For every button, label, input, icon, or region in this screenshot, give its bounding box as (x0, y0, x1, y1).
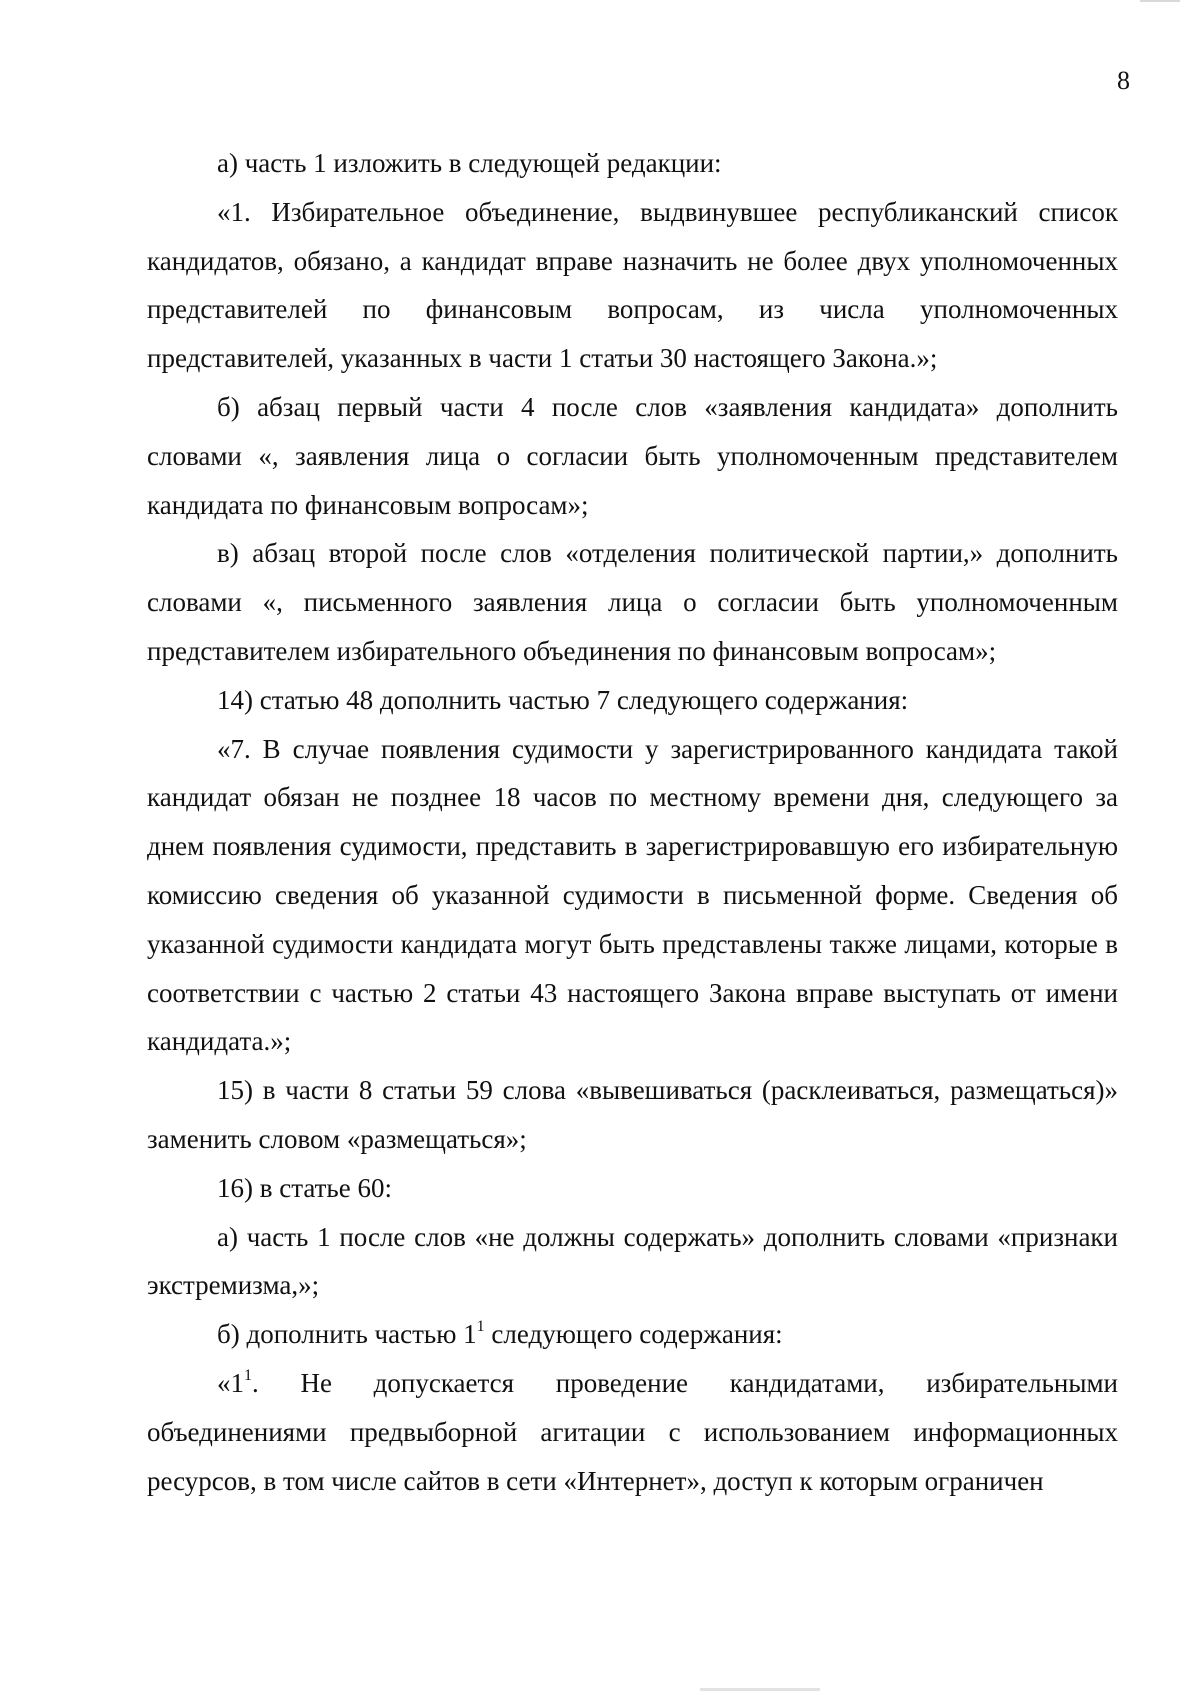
paragraph-6: «7. В случае появления судимости у зарегистрированного кандидата такой кандидат обязан не позднее 18 часов по местному времени дня, следующего за днем появления судимости, представить в зарегистрировавшую его избирательную комиссию сведения об указанной судимости в письменной форме. Сведения об указанной судимости кандидата могут быть представлены также лицами, которые в соответствии с частью 2 статьи 43 настоящего Закона вправе выступать от имени кандидата.»; (147, 733, 1118, 1057)
document-body (147, 139, 1118, 1505)
paragraph-10-text-before: б) дополнить частью 1 (217, 1319, 477, 1350)
paragraph-10-text-after: следующего содержания: (484, 1319, 783, 1350)
paragraph-1: а) часть 1 изложить в следующей редакции: (217, 148, 722, 178)
paragraph-2: «1. Избирательное объединение, выдвинувшее республиканский список кандидатов, обязано, а кандидат вправе назначить не более двух уполномоченных представителей по финансовым вопросам, из числа уполномоченных представителей, указанных в части 1 статьи 30 настоящего Закона.»; (147, 196, 1118, 374)
paragraph-4: в) абзац второй после слов «отделения политической партии,» дополнить словами «, письменного заявления лица о согласии быть уполномоченным представителем избирательного объединения по финансовым вопросам»; (147, 538, 1118, 666)
paragraph-8: 16) в статье 60: (217, 1172, 392, 1203)
paragraph-11 (147, 1359, 1118, 1505)
scan-artifact (700, 1688, 820, 1691)
paragraph-7: 15) в части 8 статьи 59 слова «вывешиваться (расклеиваться, размещаться)» заменить словом «размещаться»; (147, 1075, 1118, 1154)
paragraph-10-superscript: 1 (476, 1318, 485, 1336)
paragraph-10 (147, 1310, 1118, 1359)
paragraph-5: 14) статью 48 дополнить частью 7 следующего содержания: (217, 684, 909, 715)
paragraph-9: а) часть 1 после слов «не должны содержать» дополнить словами «признаки экстремизма,»; (147, 1221, 1118, 1301)
paragraph-3: б) абзац первый части 4 после слов «заявления кандидата» дополнить словами «, заявления лица о согласии быть уполномоченным представителем кандидата по финансовым вопросам»; (147, 391, 1118, 520)
paragraph-11-superscript: 1 (244, 1366, 252, 1384)
paragraph-11-text-before: «1 (217, 1367, 244, 1398)
page-number: 8 (1117, 66, 1130, 95)
scan-artifact (1140, 0, 1180, 2)
paragraph-11-text-after: . Не допускается проведение кандидатами, избирательными объединениями предвыборной агитации с использованием информационных ресурсов, в том числе сайтов в сети «Интернет», доступ к которым ограничен (147, 1367, 1118, 1496)
